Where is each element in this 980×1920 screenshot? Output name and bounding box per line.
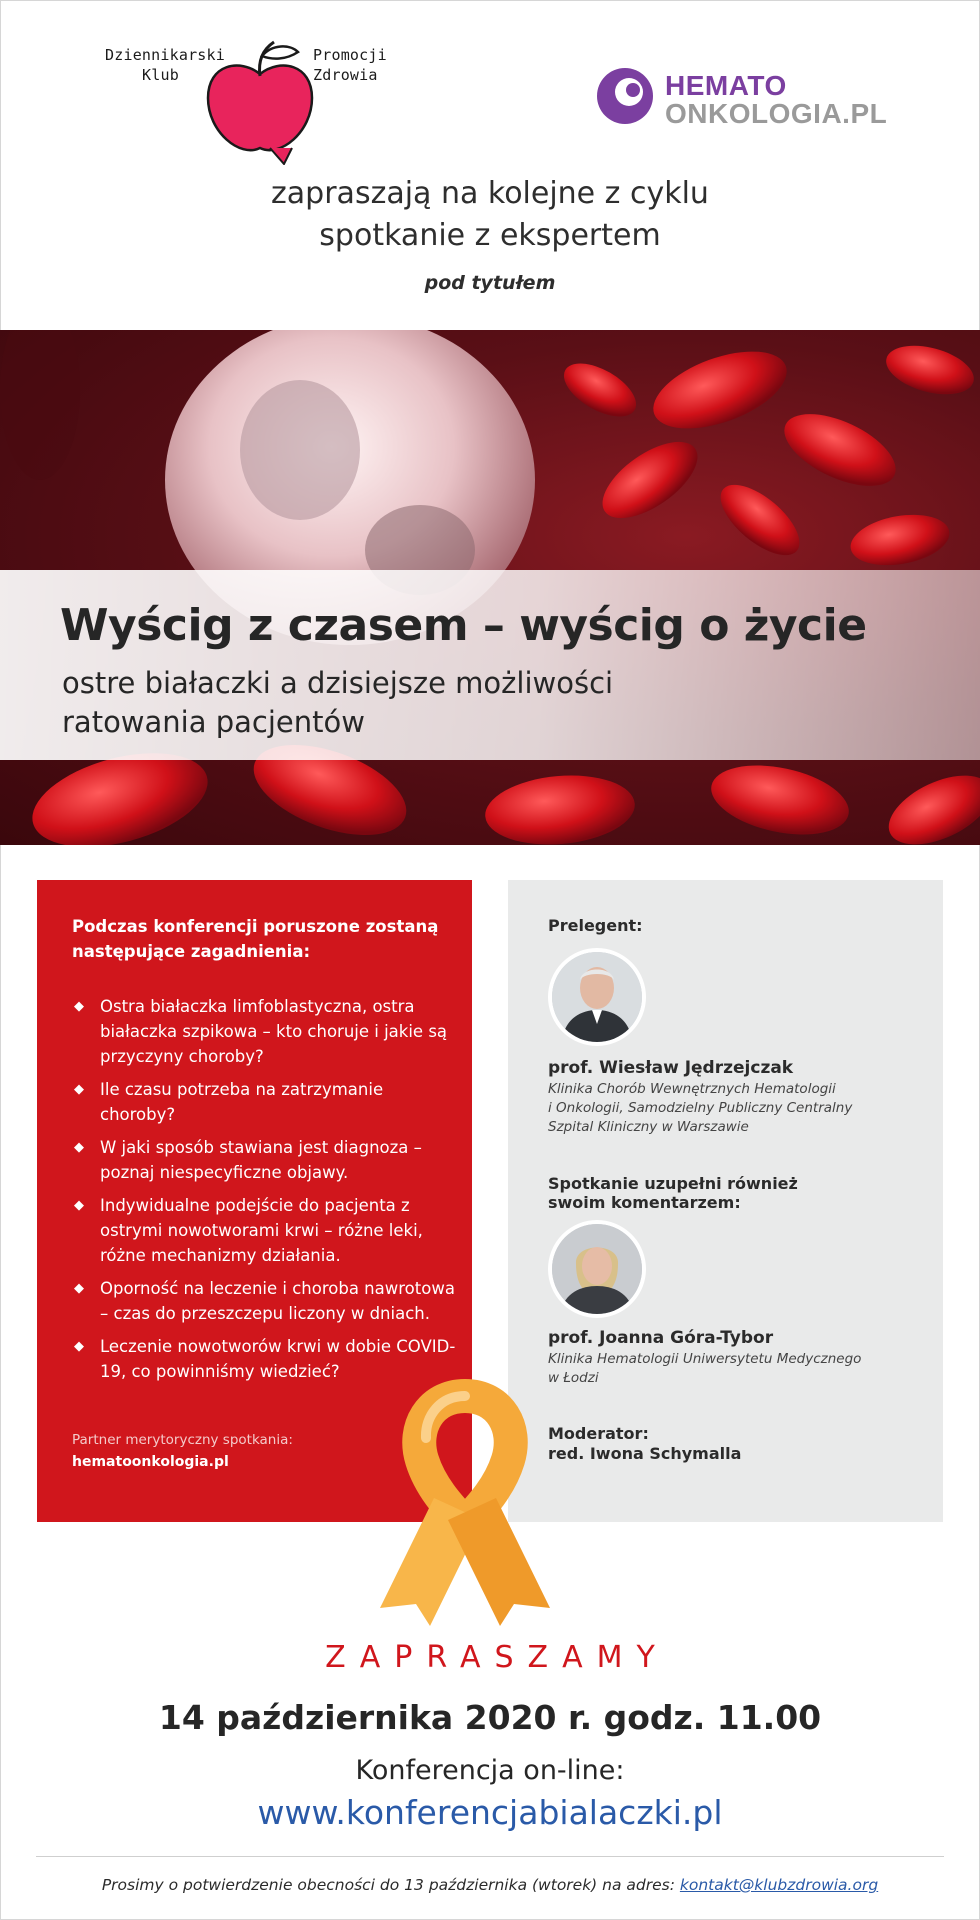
- topic-item: [72, 1334, 457, 1384]
- commenter-name: prof. Joanna Góra-Tybor: [548, 1328, 774, 1348]
- diamond-bullet-icon: ◆: [74, 1281, 84, 1296]
- rsvp-text: Prosimy o potwierdzenie obecności do 13 października (wtorek) na adres:: [101, 1876, 675, 1894]
- logo-text: Dziennikarski: [105, 46, 225, 64]
- topics-heading: Podczas konferencji poruszone zostaną następujące zagadnienia:: [72, 917, 439, 961]
- topic-item: [72, 1135, 457, 1185]
- invite-heading: ZAPRASZAMY: [325, 1640, 669, 1675]
- speaker-affiliation: i Onkologii, Samodzielny Publiczny Centralny: [548, 1100, 853, 1116]
- hemato-cell-icon: [595, 66, 655, 126]
- diamond-bullet-icon: ◆: [74, 1082, 84, 1097]
- speaker-avatar: [548, 948, 646, 1046]
- apple-icon: [200, 40, 320, 165]
- rsvp-note: [0, 1876, 980, 1894]
- partner-label: Partner merytoryczny spotkania:: [72, 1432, 293, 1448]
- logo-text-hemato: HEMATO: [665, 70, 787, 101]
- topics-list: [72, 994, 457, 1392]
- intro-line: spotkanie z ekspertem: [319, 218, 661, 253]
- rsvp-email-link[interactable]: kontakt@klubzdrowia.org: [679, 1876, 879, 1894]
- logo-text: Klub: [142, 66, 179, 84]
- commenter-avatar: [548, 1220, 646, 1318]
- awareness-ribbon-icon: [370, 1378, 560, 1628]
- event-subtitle: ostre białaczki a dzisiejsze możliwości: [62, 666, 614, 700]
- diamond-bullet-icon: ◆: [74, 1140, 84, 1155]
- logo-text-onkologia: ONKOLOGIA.PL: [665, 98, 888, 129]
- divider: [36, 1856, 944, 1857]
- topic-text: Leczenie nowotworów krwi w dobie COVID-19, co powinniśmy wiedzieć?: [100, 1337, 456, 1381]
- speakers-panel: [508, 880, 943, 1522]
- speaker-affiliation: Klinika Chorób Wewnętrznych Hematologii: [548, 1081, 836, 1097]
- topic-text: Oporność na leczenie i choroba nawrotowa – czas do przeszczepu liczony w dniach.: [100, 1279, 455, 1323]
- intro-subtitle: pod tytułem: [424, 272, 556, 294]
- hematoonkologia-logo: [595, 66, 895, 130]
- topic-text: Ostra białaczka limfoblastyczna, ostra białaczka szpikowa – kto choruje i jakie są przyczyny choroby?: [100, 997, 448, 1066]
- logo-text: Zdrowia: [313, 66, 378, 84]
- diamond-bullet-icon: ◆: [74, 999, 84, 1014]
- topic-text: W jaki sposób stawiana jest diagnoza – poznaj niespecyficzne objawy.: [100, 1138, 422, 1182]
- speaker-name: prof. Wiesław Jędrzejczak: [548, 1058, 794, 1078]
- klub-zdrowia-logo: [105, 38, 385, 168]
- event-date: 14 października 2020 r. godz. 11.00: [158, 1698, 822, 1737]
- topic-item: [72, 1077, 457, 1127]
- commenter-affiliation: Klinika Hematologii Uniwersytetu Medycznego: [548, 1351, 862, 1367]
- topic-item: [72, 1276, 457, 1326]
- topic-item: [72, 1193, 457, 1268]
- person-icon: [552, 952, 642, 1042]
- topic-text: Indywidualne podejście do pacjenta z ostrymi nowotworami krwi – różne leki, różne mechanizmy działania.: [100, 1196, 423, 1265]
- event-website-link[interactable]: www.konferencjabialaczki.pl: [257, 1793, 723, 1832]
- diamond-bullet-icon: ◆: [74, 1198, 84, 1213]
- topic-text: Ile czasu potrzeba na zatrzymanie choroby?: [100, 1080, 384, 1124]
- hero-banner: [0, 330, 980, 845]
- event-subtitle: ratowania pacjentów: [62, 705, 365, 739]
- speaker-label: Prelegent:: [548, 916, 643, 935]
- partner-link[interactable]: hematoonkologia.pl: [72, 1454, 229, 1470]
- moderator-name: red. Iwona Schymalla: [548, 1444, 742, 1463]
- speaker-affiliation: Szpital Kliniczny w Warszawie: [548, 1119, 749, 1135]
- topic-item: [72, 994, 457, 1069]
- diamond-bullet-icon: ◆: [74, 1339, 84, 1354]
- event-title: Wyścig z czasem – wyścig o życie: [60, 600, 867, 651]
- event-format: Konferencja on-line:: [355, 1755, 625, 1786]
- commenter-affiliation: w Łodzi: [548, 1370, 599, 1386]
- comment-label: swoim komentarzem:: [548, 1193, 741, 1212]
- person-icon: [552, 1224, 642, 1314]
- logo-text: Promocji: [313, 46, 387, 64]
- intro-line: zapraszają na kolejne z cyklu: [271, 176, 709, 211]
- moderator-label: Moderator:: [548, 1424, 649, 1443]
- comment-label: Spotkanie uzupełni również: [548, 1174, 798, 1193]
